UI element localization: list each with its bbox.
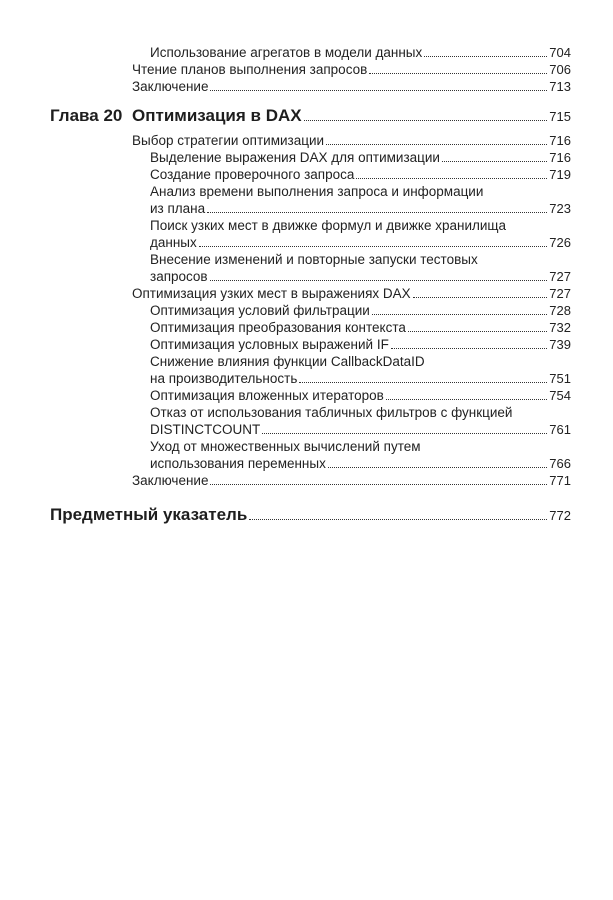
chapter-heading (50, 104, 571, 128)
chapter-title: Оптимизация в DAX (132, 106, 302, 125)
toc-subentry (150, 217, 571, 251)
leader-dots (210, 280, 548, 281)
leader-dots (328, 467, 547, 468)
toc-subentry (150, 302, 571, 319)
entry-title: использования переменных (150, 456, 326, 471)
entry-title-first-line: Поиск узких мест в движке формул и движке хранилища (150, 218, 507, 233)
page-number: 716 (549, 150, 571, 165)
entry-title-first-line: Снижение влияния функции CallbackDataID (150, 354, 425, 369)
page-number: 727 (549, 269, 571, 284)
leader-dots (369, 73, 547, 74)
toc-entry (150, 44, 571, 61)
leader-dots (442, 161, 547, 162)
entry-title: Оптимизация вложенных итераторов (150, 388, 384, 403)
toc-subentry (150, 149, 571, 166)
leader-dots (199, 246, 548, 247)
toc-subentry (150, 438, 571, 472)
page-number: 751 (549, 371, 571, 386)
page-number: 726 (549, 235, 571, 250)
leader-dots (207, 212, 547, 213)
entry-title: на производительность (150, 371, 298, 386)
page-number: 739 (549, 337, 571, 352)
page-number: 713 (549, 79, 571, 94)
page-number: 727 (549, 286, 571, 301)
leader-dots (304, 120, 548, 121)
chapter-number: Глава 20 (50, 106, 123, 125)
entry-title: Оптимизация условий фильтрации (150, 303, 370, 318)
page-number: 732 (549, 320, 571, 335)
index-title: Предметный указатель (50, 505, 248, 524)
section-title: Оптимизация узких мест в выражениях DAX (132, 286, 411, 301)
entry-title: запросов (150, 269, 208, 284)
leader-dots (210, 484, 547, 485)
leader-dots (356, 178, 547, 179)
page-number: 754 (549, 388, 571, 403)
toc-subentry (150, 387, 571, 404)
entry-title: Создание проверочного запроса (150, 167, 355, 182)
page-number: 766 (549, 456, 571, 471)
leader-dots (386, 399, 547, 400)
toc-subentry (150, 166, 571, 183)
leader-dots (210, 90, 547, 91)
entry-title: DISTINCTCOUNT (150, 422, 261, 437)
section-title: Выбор стратегии оптимизации (132, 133, 325, 148)
toc-entry (132, 61, 571, 78)
page-number: 723 (549, 201, 571, 216)
page-number: 771 (549, 473, 571, 488)
entry-title: данных (150, 235, 197, 250)
leader-dots (262, 433, 547, 434)
page-number: 728 (549, 303, 571, 318)
toc-entry (132, 78, 571, 95)
entry-title-first-line: Внесение изменений и повторные запуски тестовых (150, 252, 478, 267)
page-number: 761 (549, 422, 571, 437)
toc-section (132, 472, 571, 489)
toc-subentry (150, 183, 571, 217)
index-heading (50, 503, 571, 528)
page-number: 715 (549, 109, 571, 124)
leader-dots (249, 519, 547, 520)
leader-dots (424, 56, 547, 57)
entry-title: Оптимизация условных выражений IF (150, 337, 389, 352)
toc-subentry (150, 251, 571, 285)
leader-dots (326, 144, 547, 145)
toc-subentry (150, 353, 571, 387)
entry-title: Заключение (132, 79, 209, 94)
page-number: 719 (549, 167, 571, 182)
toc-subentry (150, 319, 571, 336)
page-number: 716 (549, 133, 571, 148)
section-title: Заключение (132, 473, 209, 488)
toc-section (132, 285, 571, 302)
page-number: 706 (549, 62, 571, 77)
toc-subentry (150, 404, 571, 438)
entry-title-first-line: Отказ от использования табличных фильтров с функцией (150, 405, 513, 420)
leader-dots (408, 331, 547, 332)
entry-title: Использование агрегатов в модели данных (150, 45, 423, 60)
leader-dots (413, 297, 548, 298)
entry-title: Оптимизация преобразования контекста (150, 320, 406, 335)
entry-title: Выделение выражения DAX для оптимизации (150, 150, 440, 165)
toc-subentry (150, 336, 571, 353)
entry-title: из плана (150, 201, 206, 216)
leader-dots (299, 382, 547, 383)
entry-title-first-line: Уход от множественных вычислений путем (150, 439, 421, 454)
page-number: 772 (549, 508, 571, 523)
toc-section (132, 132, 571, 149)
leader-dots (372, 314, 548, 315)
entry-title-first-line: Анализ времени выполнения запроса и информации (150, 184, 484, 199)
entry-title: Чтение планов выполнения запросов (132, 62, 368, 77)
leader-dots (391, 348, 547, 349)
page-number: 704 (549, 45, 571, 60)
